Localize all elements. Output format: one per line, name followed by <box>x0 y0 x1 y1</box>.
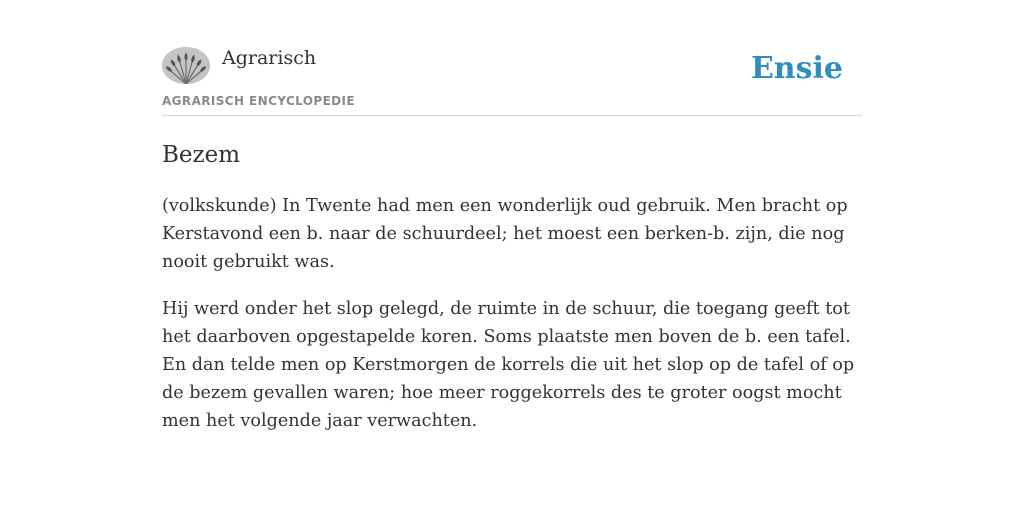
article-paragraph: (volkskunde) In Twente had men een wonderlijk oud gebruik. Men bracht op Kerstavond een b. naar de schuurdeel; het moest een berken-b. zijn, die nog nooit gebruikt was. <box>162 196 848 272</box>
header <box>162 0 862 116</box>
brand-logo-link[interactable]: Ensie <box>750 51 843 86</box>
page <box>162 0 862 431</box>
source-name[interactable]: Agrarisch <box>222 47 317 69</box>
source-subtitle[interactable]: AGRARISCH ENCYCLOPEDIE <box>162 94 355 108</box>
article-body <box>162 192 868 454</box>
article-paragraph: Hij werd onder het slop gelegd, de ruimte in de schuur, die toegang geeft tot het daarboven opgestapelde koren. Soms plaatste men boven de b. een tafel. En dan telde men op Kerstmorgen de korrels die uit het slop op de tafel of op de bezem gevallen waren; hoe meer roggekorrels des te groter oogst mocht men het volgende jaar verwachten. <box>162 299 855 431</box>
wheat-ears-icon[interactable] <box>162 47 210 84</box>
article-title: Bezem <box>162 142 241 168</box>
